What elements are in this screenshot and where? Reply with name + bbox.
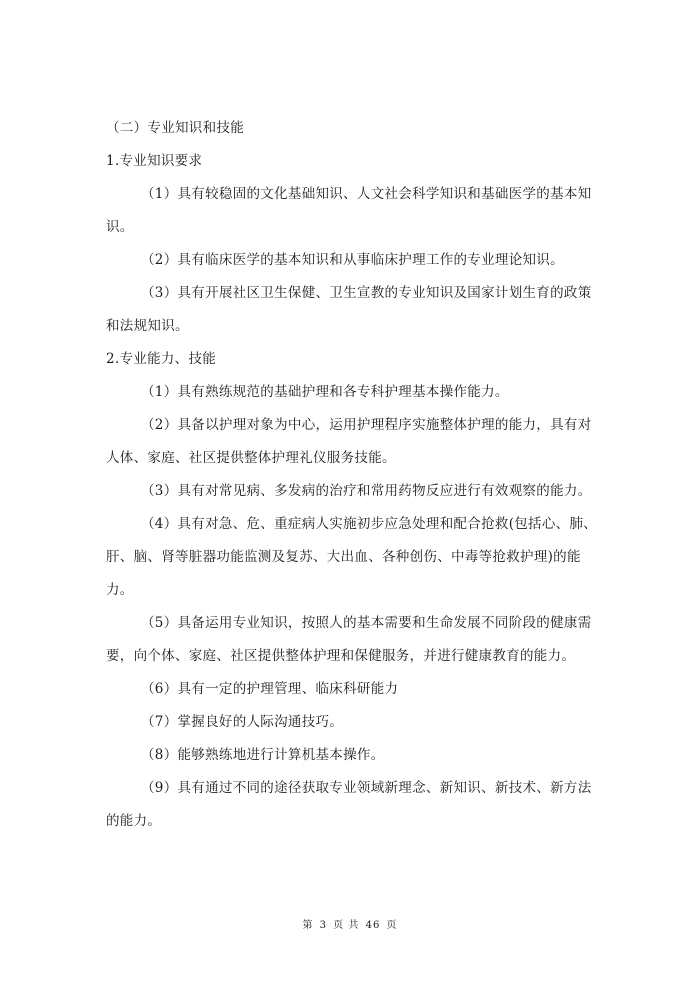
list-item <box>106 277 606 343</box>
list-item <box>106 772 606 838</box>
list-item-line: （6）具有一定的护理管理、临床科研能力 <box>141 681 399 697</box>
list-item-line: 识。 <box>106 219 134 235</box>
list-item-line: （3）具有对常见病、多发病的治疗和常用药物反应进行有效观察的能力。 <box>141 483 592 499</box>
list-item-line: （9）具有通过不同的途径获取专业领域新理念、新知识、新技术、新方法 <box>141 780 592 796</box>
list-item <box>106 244 606 277</box>
page-mid-text: 页 共 <box>333 920 360 931</box>
list-item <box>106 178 606 244</box>
list-item-line: （7）掌握良好的人际沟通技巧。 <box>141 714 344 730</box>
document-body <box>106 112 606 838</box>
list-item-line: （1）具有熟练规范的基础护理和各专科护理基本操作能力。 <box>141 384 509 400</box>
list-item-line: 和法规知识。 <box>106 318 189 334</box>
subsection-heading-knowledge: 1.专业知识要求 <box>106 153 203 169</box>
page-footer <box>0 916 700 931</box>
skills-list <box>106 376 606 838</box>
list-item-line: （3）具有开展社区卫生保健、卫生宣教的专业知识及国家计划生育的政策 <box>141 285 592 301</box>
list-item-line: （1）具有较稳固的文化基础知识、人文社会科学知识和基础医学的基本知 <box>141 186 592 202</box>
list-item-line: （8）能够熟练地进行计算机基本操作。 <box>141 747 385 763</box>
list-item-line: 要，向个体、家庭、社区提供整体护理和保健服务，并进行健康教育的能力。 <box>106 648 576 664</box>
list-item-line: （2）具备以护理对象为中心，运用护理程序实施整体护理的能力，具有对 <box>141 417 592 433</box>
list-item <box>106 673 606 706</box>
current-page-number: 3 <box>319 920 328 931</box>
list-item <box>106 376 606 409</box>
list-item-line: 力。 <box>106 582 134 598</box>
list-item-line: 人体、家庭、社区提供整体护理礼仪服务技能。 <box>106 450 396 466</box>
list-item <box>106 706 606 739</box>
total-pages-number: 46 <box>365 920 381 931</box>
list-item <box>106 475 606 508</box>
knowledge-list <box>106 178 606 343</box>
page-suffix: 页 <box>386 920 398 931</box>
list-item <box>106 739 606 772</box>
list-item-line: （2）具有临床医学的基本知识和从事临床护理工作的专业理论知识。 <box>141 252 564 268</box>
page-prefix: 第 <box>302 920 314 931</box>
list-item <box>106 607 606 673</box>
list-item-line: （4）具有对急、危、重症病人实施初步应急处理和配合抢救(包括心、肺、 <box>141 516 598 532</box>
section-heading: （二）专业知识和技能 <box>106 120 244 136</box>
list-item <box>106 508 606 607</box>
list-item-line: 的能力。 <box>106 813 162 829</box>
list-item-line: （5）具备运用专业知识，按照人的基本需要和生命发展不同阶段的健康需 <box>141 615 592 631</box>
list-item-line: 肝、脑、肾等脏器功能监测及复苏、大出血、各种创伤、中毒等抢救护理)的能 <box>106 549 581 565</box>
subsection-heading-skills: 2.专业能力、技能 <box>106 351 217 367</box>
list-item <box>106 409 606 475</box>
